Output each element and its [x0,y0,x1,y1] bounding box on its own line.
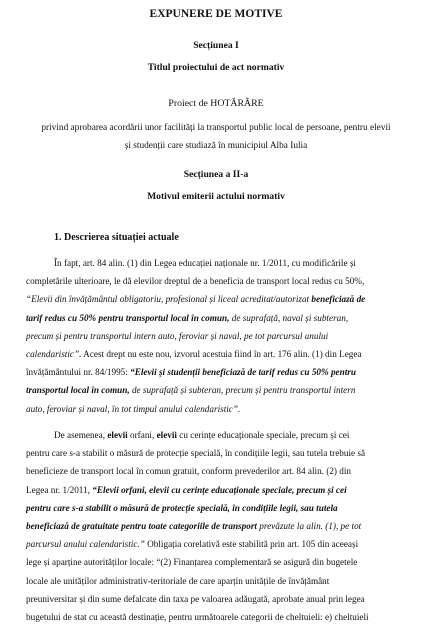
p1-line: precum și pentru transportul intern auto, feroviar și naval, pe tot parcursul anului [26,330,329,341]
p2-line: beneficiază de gratuitate pentru toate categoriile de transport prevăzute la alin. (1), pe tot [26,521,362,532]
p1-line: În fapt, art. 84 alin. (1) din Legea educației naționale nr. 1/2011, cu modificările și [54,258,356,268]
section2-heading: Motivul emiterii actului normativ [147,191,285,202]
p1-line: auto, feroviar și naval, în tot timpul anului calendaristic”. [26,403,241,414]
project-title: Proiect de HOTĂRÂRE [168,98,264,109]
p2-line: bugetului de stat cu această destinație, pentru următoarele categorii de cheltuieli: e) cheltuieli [26,612,369,623]
p1-line: “Elevii din învățământul obligatoriu, profesional și liceal acreditat/autorizat beneficiază de [26,294,366,305]
document-title: EXPUNERE DE MOTIVE [149,8,283,20]
project-subtitle-line1: privind aprobarea acordării unor facilități la transportul public local de persoane, pentru elevii [41,123,391,133]
section1-heading: Titlul proiectului de act normativ [147,62,285,73]
section2-label: Secțiunea a II-a [183,169,249,180]
p1-line: completările ulterioare, le dă elevilor dreptul de a beneficia de transport local redus cu 50%, [26,276,365,287]
p1-line: transportul local în comun, de suprafață și subteran, precum și pentru transportul intern [26,385,356,396]
project-subtitle-line2: și studenții care studiază în municipiul Alba Iulia [124,141,308,151]
p2-line: pentru care s-a stabilit o măsură de protecție specială, în condițiile legii, sau tutela trebuie să [26,448,366,459]
paragraph-2 [26,426,410,626]
paragraph-1 [26,254,410,418]
p1-line: tarif redus cu 50% pentru transportul local în comun, de suprafață, naval și subteran, [26,312,349,323]
p1-line: calendaristic”. Acest drept nu este nou, izvorul acestuia fiind în art. 176 alin. (1) din Legea [26,349,362,360]
subheading: 1. Descrierea situației actuale [54,232,179,243]
p2-line: beneficieze de transport local în comun gratuit, conform prevederilor art. 84 alin. (2) din [26,466,352,477]
p2-line: De asemenea, elevii orfani, elevii cu cerințe educaționale speciale, precum și cei [54,430,350,440]
p2-line: Legea nr. 1/2011, “Elevii orfani, elevii cu cerințe educaționale speciale, precum și cei [26,484,347,495]
p2-line: lege și aparține autorităților locale: “(2) Finanțarea complementară se asigură din bugetele [26,557,358,568]
p1-line: învățământului nr. 84/1995: “Elevii și studenții beneficiază de tarif redus cu 50% pentru [26,367,356,378]
p2-line: preuniversitar și din sume defalcate din taxa pe valoarea adăugată, aprobate anual prin legea [26,593,365,604]
p2-line: pentru care s-a stabilit o măsură de protecție specială, în condițiile legii, sau tutela [26,502,338,513]
section1-label: Secțiunea I [193,40,239,51]
p2-line: parcursul anului calendaristic.” Obligația corelativă este stabilită prin art. 105 din aceeași [26,539,359,550]
p2-line: locale ale unităților administrativ-teritoriale de care aparțin unitățile de învățământ [26,575,330,586]
